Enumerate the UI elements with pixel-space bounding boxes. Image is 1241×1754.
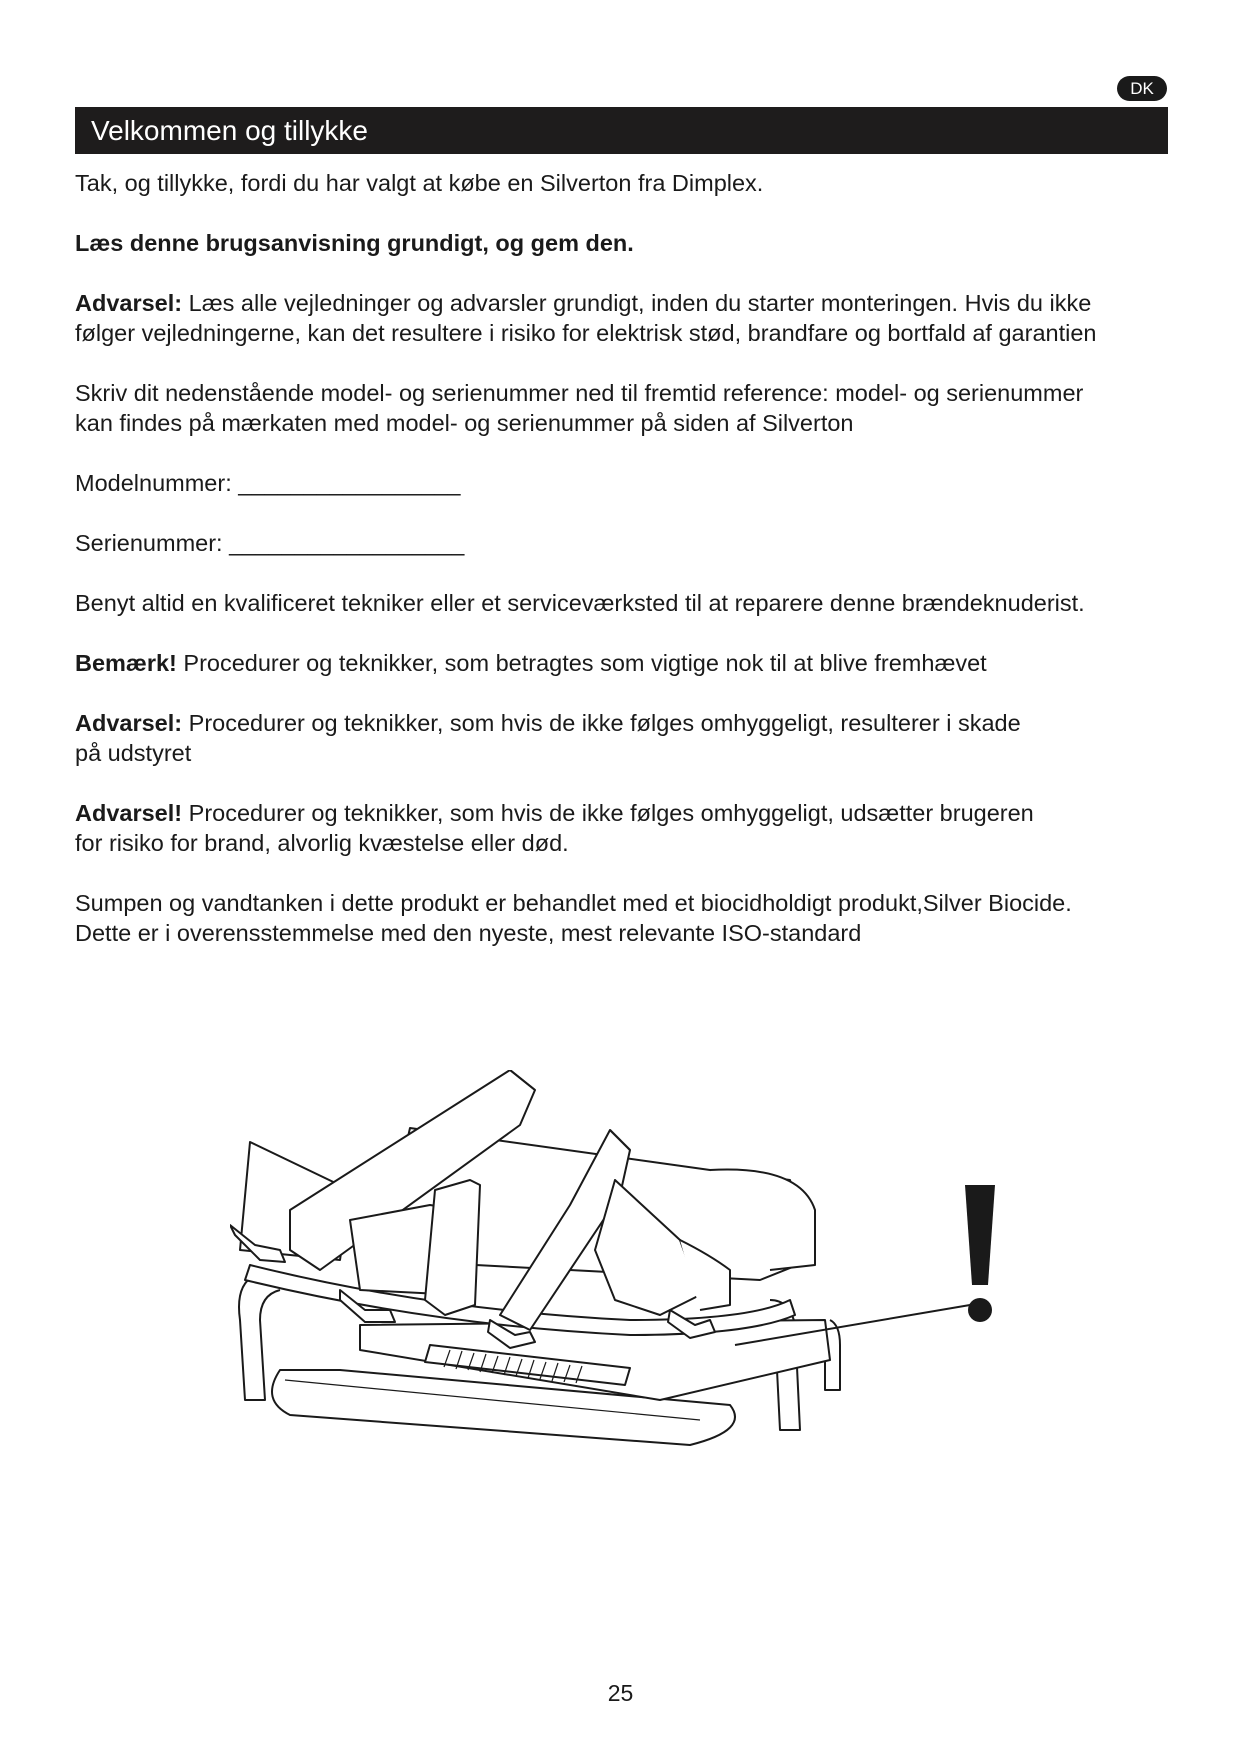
biocide-paragraph-line-1: Sumpen og vandtanken i dette produkt er behandlet med et biocidholdigt produkt,Silver Biocide. (75, 890, 1072, 916)
warning-text: Læs alle vejledninger og advarsler grundigt, inden du starter monteringen. Hvis du ikke (182, 290, 1092, 316)
warning-paragraph-1-line-2: følger vejledningerne, kan det resultere i risiko for elektrisk stød, brandfare og bortfald af garantien (75, 320, 1097, 346)
caution-text: Procedurer og teknikker, som hvis de ikke følges omhyggeligt, resulterer i skade (182, 710, 1021, 736)
warning-paragraph-1 (75, 288, 1175, 318)
body-text (75, 168, 1175, 948)
caution-paragraph (75, 708, 1175, 738)
note-label: Bemærk! (75, 650, 177, 676)
danger-text: Procedurer og teknikker, som hvis de ikke følges omhyggeligt, udsætter brugeren (182, 800, 1034, 826)
warning-exclamation-icon (965, 1185, 995, 1322)
note-paragraph (75, 648, 1175, 678)
caution-label: Advarsel: (75, 710, 183, 736)
model-number-field: Modelnummer: _________________ (75, 470, 461, 496)
serial-number-field: Serienummer: __________________ (75, 530, 465, 556)
note-text: Procedurer og teknikker, som betragtes som vigtige nok til at blive fremhævet (176, 650, 987, 676)
section-title: Velkommen og tillykke (75, 107, 1168, 154)
intro-paragraph: Tak, og tillykke, fordi du har valgt at købe en Silverton fra Dimplex. (75, 170, 764, 196)
caution-paragraph-line-2: på udstyret (75, 740, 192, 766)
language-badge: DK (1117, 76, 1167, 101)
serial-instructions-line-2: kan findes på mærkaten med model- og serienummer på siden af Silverton (75, 410, 854, 436)
service-paragraph: Benyt altid en kvalificeret tekniker eller et serviceværksted til at reparere denne brændeknuderist. (75, 590, 1085, 616)
page-number: 25 (607, 1680, 634, 1706)
serial-instructions-line-1: Skriv dit nedenstående model- og serienummer ned til fremtid reference: model- og serienummer (75, 380, 1084, 406)
danger-paragraph-line-2: for risiko for brand, alvorlig kvæstelse eller død. (75, 830, 569, 856)
log-set-illustration (230, 1070, 1020, 1480)
danger-paragraph (75, 798, 1175, 828)
warning-label: Advarsel: (75, 290, 183, 316)
read-instructions-notice: Læs denne brugsanvisning grundigt, og gem den. (75, 230, 634, 256)
biocide-paragraph-line-2: Dette er i overensstemmelse med den nyeste, mest relevante ISO-standard (75, 920, 862, 946)
danger-label: Advarsel! (75, 800, 183, 826)
